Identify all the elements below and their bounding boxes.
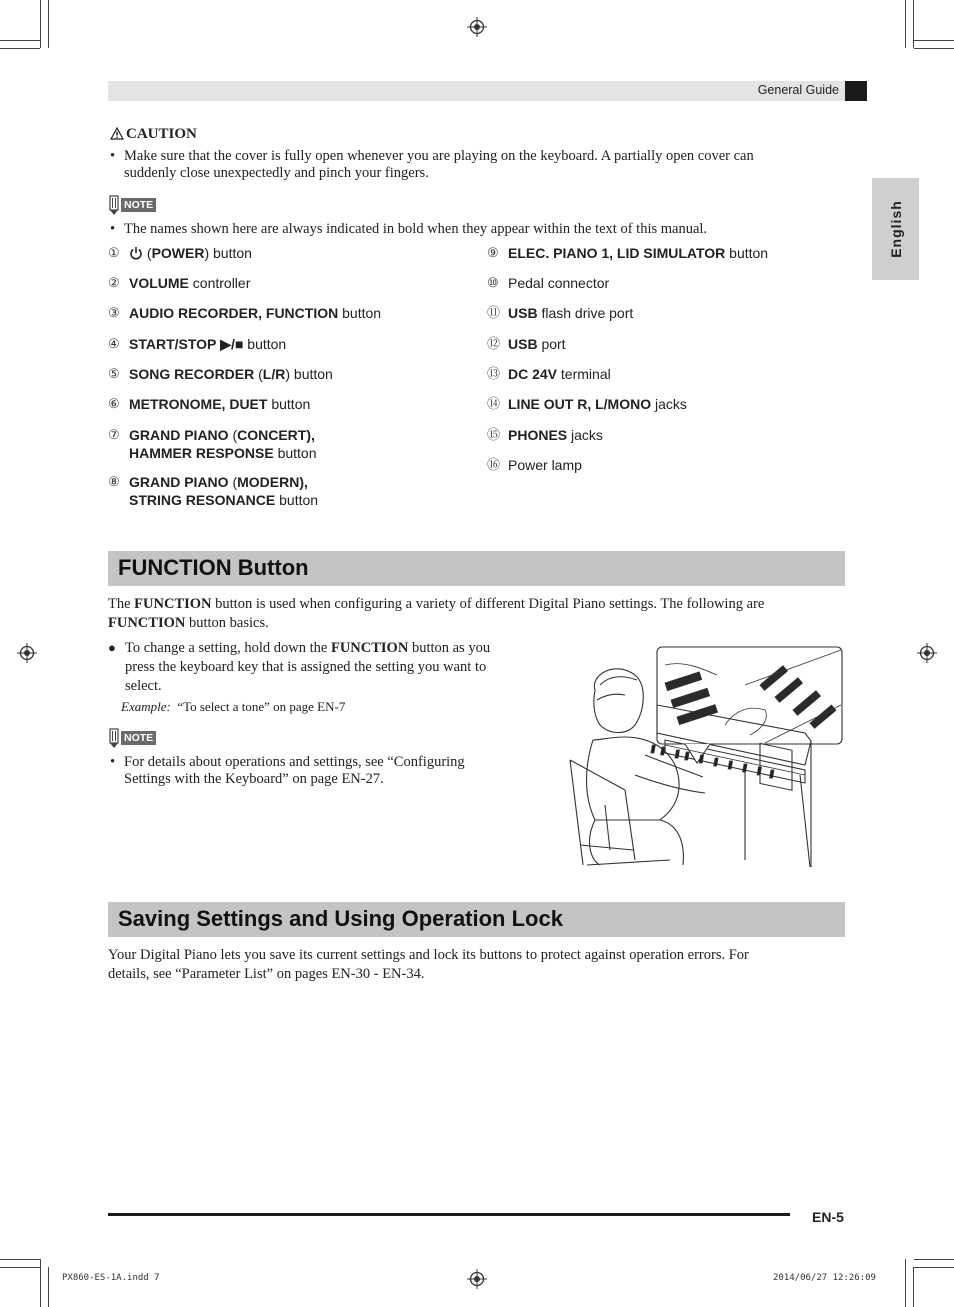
bullet-text: button as you [408,640,491,656]
part-name: ELEC. PIANO 1, LID SIMULATOR [508,245,726,261]
note-badge [108,195,156,215]
caution-text [110,148,830,182]
pencil-icon [108,195,120,215]
part-text: ( [254,366,263,382]
saving-line: details, see “Parameter List” on pages EN-30 - EN-34. [108,966,425,982]
bullet-marker: • [110,754,116,770]
part-number: ④ [108,336,120,351]
crop-mark [905,1259,906,1307]
note-tag: NOTE [121,731,156,745]
saving-line: Your Digital Piano lets you save its current settings and lock its buttons to protect against operation errors. For [108,947,749,963]
part-name: PHONES [508,427,568,443]
caution-line: Make sure that the cover is fully open whenever you are playing on the keyboard. A partially open cover can [124,148,754,164]
part-number: ⑫ [487,336,501,351]
caution-line: suddenly close unexpectedly and pinch your fingers. [124,165,429,181]
crop-mark [48,0,49,48]
language-tab [872,178,919,280]
pencil-icon [108,728,120,748]
intro-text: The [108,596,135,612]
part-name: CONCERT [237,427,307,443]
part-number: ⑭ [487,396,501,411]
part-text: controller [188,275,251,291]
crop-mark [914,40,954,41]
note-line: The names shown here are always indicated in bold when they appear within the text of this manual. [124,221,708,237]
footer-rule [108,1213,790,1216]
part-text: button [338,305,382,321]
part-text: button [243,336,287,352]
slug-filename: PX860-ES-1A.indd 7 [62,1273,160,1283]
part-text: ) button [204,245,252,261]
crop-mark [0,48,40,49]
note-tag: NOTE [121,198,156,212]
crop-mark [914,1267,954,1268]
crop-mark [40,1259,41,1307]
part-name: METRONOME, DUET [129,396,268,412]
part-name: SONG RECORDER [129,366,255,382]
part-name: AUDIO RECORDER, FUNCTION [129,305,339,321]
part-text: port [537,336,566,352]
bullet-marker: • [110,148,116,164]
note-text [110,221,830,238]
part-name: HAMMER RESPONSE [129,445,274,461]
bullet-text: To change a setting, hold down the [125,640,331,656]
section-heading-bar [108,902,845,937]
part-text: Pedal connector [508,275,610,291]
section-title: FUNCTION Button [118,555,309,580]
part-name: MODERN [237,474,300,490]
note-line: For details about operations and settings, see “Configuring [124,754,465,770]
part-name: GRAND PIANO [129,474,229,490]
part-name: DC 24V [508,366,558,382]
crop-mark [0,1259,40,1260]
part-text: flash drive port [537,305,634,321]
intro-text: button is used when configuring a variety of different Digital Piano settings. The following are [211,596,765,612]
crop-mark [48,1267,49,1307]
bullet-text: select. [125,678,162,694]
example-label: Example: [121,699,171,714]
page-number: EN-5 [812,1209,844,1225]
example-line [121,699,345,715]
crop-mark [0,40,40,41]
intro-bold: FUNCTION [108,615,186,631]
crop-mark [40,0,41,48]
part-name: L/R [262,366,286,382]
intro-text: button basics. [185,615,269,631]
part-name: POWER [151,245,205,261]
crop-mark [914,48,954,49]
power-icon [129,246,143,260]
registration-mark-icon [467,17,487,37]
warning-icon [110,127,124,140]
part-number: ⑧ [108,474,120,489]
bullet-dot-icon: ● [108,640,116,655]
registration-mark-icon [467,1269,487,1289]
part-number: ② [108,275,120,290]
part-text: Power lamp [508,457,582,473]
part-number: ⑮ [487,427,501,442]
play-stop-icon: ▶/■ [220,336,244,352]
part-name: ), [306,427,315,443]
header-block [845,81,867,101]
function-intro [108,595,848,633]
registration-mark-icon [17,643,37,663]
part-text: jacks [651,396,687,412]
part-name: STRING RESONANCE [129,492,276,508]
part-text: button [267,396,311,412]
part-text: button [273,445,317,461]
part-name: USB [508,305,538,321]
part-name: LINE OUT R, L/MONO [508,396,652,412]
example-text: “To select a tone” on page EN-7 [177,699,346,714]
part-name: ), [299,474,308,490]
registration-mark-icon [917,643,937,663]
part-name: VOLUME [129,275,189,291]
intro-bold: FUNCTION [134,596,212,612]
part-text: button [725,245,769,261]
part-name: GRAND PIANO [129,427,229,443]
section-title: Saving Settings and Using Operation Lock [118,906,563,931]
part-number: ⑪ [487,305,501,320]
piano-player-illustration [565,645,845,867]
function-note [110,754,530,788]
language-tab-label: English [887,200,904,258]
part-name: USB [508,336,538,352]
saving-paragraph [108,946,848,984]
header-band [108,81,845,101]
slug-timestamp: 2014/06/27 12:26:09 [773,1273,876,1283]
part-text: terminal [557,366,611,382]
crop-mark [914,1259,954,1260]
part-number: ⑨ [487,245,499,260]
part-number: ⑦ [108,427,120,442]
part-number: ⑥ [108,396,120,411]
part-text: button [275,492,319,508]
caution-heading [110,126,197,143]
function-bullet [108,639,538,696]
part-text: ( [228,427,238,443]
header-label: General Guide [757,83,839,97]
note-line: Settings with the Keyboard” on page EN-27. [124,771,384,787]
part-number: ③ [108,305,120,320]
caution-title: CAUTION [126,126,197,142]
part-number: ① [108,245,120,260]
part-number: ⑩ [487,275,499,290]
bullet-text: press the keyboard key that is assigned the setting you want to [125,659,487,675]
part-text: ( [228,474,238,490]
part-text: ) button [285,366,333,382]
part-text: jacks [567,427,603,443]
section-heading-bar [108,551,845,586]
crop-mark [905,0,906,48]
crop-mark [913,1267,914,1307]
part-name: START/STOP [129,336,217,352]
crop-mark [0,1267,40,1268]
part-text: ( [146,245,152,261]
part-number: ⑤ [108,366,120,381]
note-badge [108,728,156,748]
part-number: ⑬ [487,366,501,381]
bullet-marker: • [110,221,116,237]
part-number: ⑯ [487,457,501,472]
bullet-bold: FUNCTION [330,640,409,656]
